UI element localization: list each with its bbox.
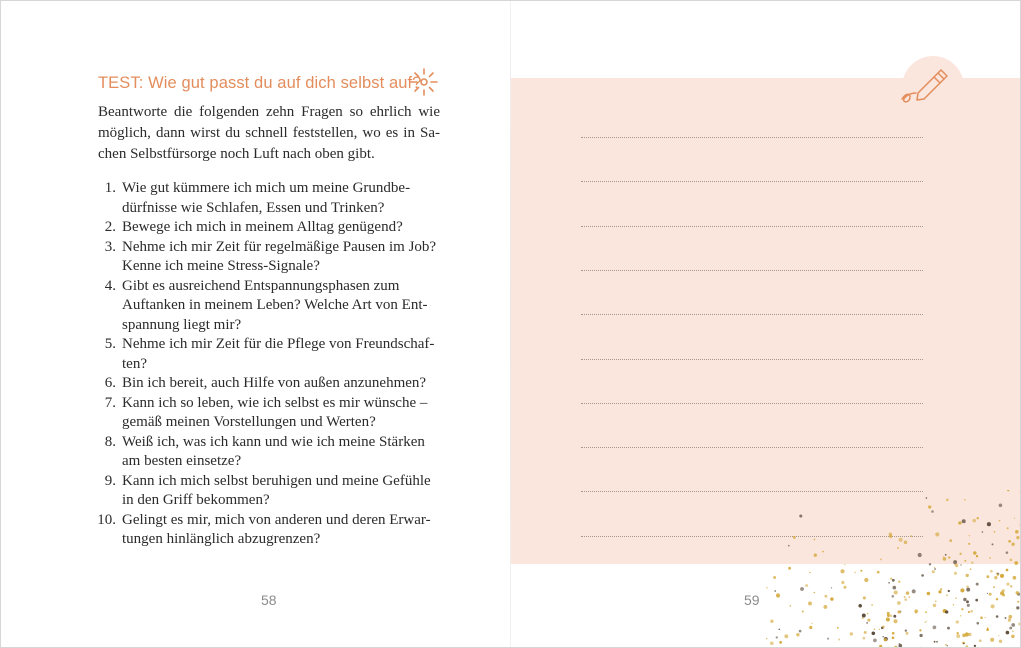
- question-text: ten?: [122, 355, 147, 372]
- glitter-dot: [971, 562, 973, 564]
- page-number-left: 58: [261, 592, 277, 608]
- glitter-dot: [843, 586, 846, 589]
- list-item: [98, 335, 443, 374]
- writing-line: [581, 403, 923, 404]
- glitter-dot: [919, 634, 922, 637]
- glitter-dot: [1013, 576, 1017, 580]
- glitter-dot: [929, 563, 931, 565]
- list-item: [98, 374, 443, 394]
- glitter-dot: [961, 608, 963, 610]
- list-item: [98, 218, 443, 238]
- glitter-dot: [934, 568, 936, 570]
- glitter-dot: [972, 519, 976, 523]
- glitter-dot: [997, 574, 999, 576]
- glitter-dot: [1012, 630, 1014, 632]
- glitter-dot: [892, 632, 895, 635]
- glitter-dot: [776, 593, 780, 597]
- glitter-dot: [809, 626, 812, 629]
- glitter-dot: [982, 531, 984, 533]
- list-item: [98, 472, 443, 511]
- question-number: 7.: [104, 394, 116, 411]
- glitter-dot: [890, 578, 892, 580]
- glitter-dot: [898, 581, 900, 583]
- glitter-dot: [827, 638, 829, 640]
- question-text: Kann ich so leben, wie ich selbst es mir wünsche –: [122, 394, 428, 411]
- glitter-dot: [882, 636, 883, 637]
- glitter-dot: [892, 579, 895, 582]
- glitter-dot: [910, 535, 912, 537]
- glitter-dot: [986, 628, 989, 631]
- glitter-dot: [886, 618, 890, 622]
- question-text: tungen hinlänglich abzugrenzen?: [122, 531, 321, 547]
- glitter-dot: [1006, 569, 1009, 572]
- glitter-dot: [871, 604, 873, 606]
- question-number: 10.: [97, 511, 116, 528]
- glitter-dot: [1006, 582, 1009, 585]
- right-page: [511, 0, 1021, 648]
- question-text: in den Griff bekommen?: [122, 492, 270, 508]
- glitter-dot: [985, 617, 986, 618]
- glitter-dot: [809, 572, 810, 573]
- glitter-dot: [1011, 623, 1015, 627]
- writing-line: [581, 447, 923, 448]
- glitter-dot: [956, 634, 960, 638]
- glitter-dot: [893, 615, 896, 618]
- glitter-dot: [779, 641, 782, 644]
- glitter-dot: [1000, 574, 1004, 578]
- glitter-dot: [863, 596, 866, 599]
- question-number: 3.: [104, 238, 116, 255]
- glitter-dot: [963, 643, 964, 644]
- glitter-dot: [800, 587, 804, 591]
- glitter-dot: [860, 570, 862, 572]
- glitter-dot: [973, 551, 977, 555]
- glitter-dot: [994, 531, 996, 533]
- glitter-dot: [867, 619, 870, 622]
- glitter-dot: [940, 588, 942, 590]
- glitter-dot: [892, 637, 895, 640]
- glitter-dot: [877, 571, 880, 574]
- glitter-dot: [915, 611, 918, 614]
- glitter-dot: [966, 574, 969, 577]
- glitter-dot: [962, 519, 966, 523]
- glitter-dot: [905, 632, 908, 635]
- glitter-dot: [864, 578, 868, 582]
- glitter-dot: [925, 622, 926, 623]
- glitter-dot: [822, 551, 824, 553]
- glitter-dot: [892, 586, 896, 590]
- glitter-dot: [905, 629, 907, 631]
- glitter-dot: [947, 627, 950, 630]
- glitter-dot: [1006, 551, 1009, 554]
- glitter-dot: [779, 628, 781, 630]
- glitter-dot: [1008, 615, 1012, 619]
- glitter-dot: [872, 632, 876, 636]
- question-text: Nehme ich mir Zeit für die Pflege von Freundschaf-: [122, 336, 435, 352]
- glitter-dot: [897, 601, 901, 605]
- glitter-dot: [796, 633, 799, 636]
- glitter-dot: [934, 567, 935, 568]
- glitter-dot: [770, 641, 774, 645]
- glitter-dot: [936, 641, 938, 643]
- glitter-dot: [994, 576, 998, 580]
- glitter-dot: [898, 644, 902, 648]
- glitter-dot: [863, 637, 866, 640]
- glitter-dot: [879, 629, 880, 630]
- question-text: Kann ich mich selbst beruhigen und meine Gefühle: [122, 472, 431, 489]
- glitter-dot: [960, 615, 962, 617]
- glitter-dot: [841, 581, 844, 584]
- glitter-dot: [1006, 631, 1010, 635]
- glitter-dot: [958, 521, 961, 524]
- list-item: [98, 433, 443, 472]
- question-text: Bin ich bereit, auch Hilfe von außen anzunehmen?: [122, 375, 427, 391]
- question-text: Bewege ich mich in meinem Alltag genügend?: [122, 219, 403, 235]
- glitter-dot: [966, 585, 969, 588]
- writing-line: [581, 270, 923, 271]
- glitter-dot: [1009, 627, 1012, 630]
- glitter-dot: [975, 599, 978, 602]
- glitter-dot: [844, 564, 845, 565]
- glitter-dot: [814, 592, 816, 594]
- glitter-dot: [766, 638, 767, 640]
- question-number: 9.: [104, 472, 116, 489]
- glitter-dot: [964, 560, 966, 562]
- glitter-dot: [1016, 606, 1019, 609]
- page-number-right: 59: [744, 592, 760, 608]
- glitter-dot: [960, 588, 964, 592]
- question-text: Kenne ich meine Stress-Signale?: [122, 258, 320, 274]
- glitter-dot: [888, 582, 889, 583]
- glitter-dot: [960, 564, 961, 565]
- glitter-dot: [824, 595, 827, 598]
- glitter-dot: [970, 610, 973, 613]
- glitter-dot: [962, 634, 966, 638]
- glitter-dot: [987, 522, 991, 526]
- glitter-dot: [823, 605, 827, 609]
- question-number: 6.: [104, 375, 116, 391]
- glitter-dot: [774, 590, 776, 592]
- glitter-dot: [814, 554, 817, 557]
- glitter-dot: [926, 621, 927, 622]
- glitter-dot: [979, 639, 982, 642]
- glitter-dot: [992, 543, 994, 545]
- page-title: TEST: Wie gut passt du auf dich selbst auf?: [98, 74, 422, 92]
- question-text: Wie gut kümmere ich mich um meine Grundbe-: [122, 180, 411, 196]
- glitter-dot: [946, 499, 949, 502]
- question-text: dürfnisse wie Schlafen, Essen und Trinken?: [122, 199, 385, 216]
- glitter-dot: [892, 595, 895, 598]
- glitter-dot: [1010, 585, 1012, 587]
- glitter-dot: [987, 593, 988, 594]
- writing-line: [581, 137, 923, 138]
- writing-line: [581, 359, 923, 360]
- list-item: [98, 238, 443, 277]
- pencil-icon: [898, 63, 958, 107]
- glitter-dot: [953, 604, 954, 605]
- glitter-dot: [918, 553, 922, 557]
- glitter-dot: [884, 638, 887, 641]
- glitter-dot: [948, 590, 950, 592]
- question-text: gemäß meinen Vorstellungen und Werten?: [122, 414, 376, 430]
- glitter-dot: [784, 634, 788, 638]
- question-text: spannung liegt mir?: [122, 316, 242, 333]
- glitter-dot: [998, 635, 999, 636]
- glitter-dot: [802, 610, 804, 612]
- glitter-dot: [766, 587, 767, 588]
- glitter-dot: [963, 598, 966, 601]
- glitter-dot: [969, 535, 970, 536]
- glitter-dot: [890, 614, 893, 617]
- question-list: [98, 179, 443, 550]
- glitter-dot: [897, 610, 900, 613]
- glitter-dot: [850, 632, 853, 635]
- intro-paragraph: [98, 102, 440, 165]
- glitter-dot: [935, 532, 939, 536]
- list-item: [98, 277, 443, 336]
- glitter-dot: [908, 596, 910, 598]
- glitter-dot: [1016, 536, 1019, 539]
- glitter-dot: [989, 557, 991, 559]
- writing-line: [581, 314, 923, 315]
- title-row: [98, 72, 458, 98]
- glitter-dot: [831, 587, 832, 588]
- glitter-dot: [976, 555, 978, 557]
- glitter-dot: [1008, 618, 1011, 621]
- glitter-dot: [966, 600, 969, 603]
- glitter-dot: [996, 598, 998, 600]
- glitter-dot: [788, 567, 791, 570]
- glitter-dot: [862, 617, 864, 619]
- glitter-dot: [790, 605, 792, 607]
- writing-line: [581, 226, 923, 227]
- question-text: am besten einsetze?: [122, 453, 242, 469]
- glitter-dot: [788, 545, 790, 547]
- glitter-dot: [953, 560, 957, 564]
- glitter-dot: [932, 570, 935, 573]
- glitter-dot: [1015, 530, 1019, 534]
- glitter-dot: [1016, 591, 1019, 594]
- glitter-dot: [999, 640, 1002, 643]
- glitter-dot: [964, 499, 966, 501]
- glitter-dot: [955, 564, 958, 567]
- glitter-dot: [889, 535, 892, 538]
- glitter-dot: [1014, 561, 1018, 565]
- glitter-dot: [993, 586, 995, 588]
- glitter-dot: [906, 591, 909, 594]
- glitter-dot: [957, 632, 959, 634]
- glitter-dot: [933, 626, 937, 630]
- glitter-dot: [945, 554, 947, 556]
- glitter-dot: [837, 627, 839, 629]
- glitter-dot: [927, 592, 931, 596]
- question-number: 5.: [104, 336, 116, 352]
- question-number: 1.: [104, 180, 116, 196]
- glitter-dot: [943, 557, 947, 561]
- glitter-dot: [887, 612, 890, 615]
- glitter-dot: [838, 638, 840, 640]
- glitter-dot: [776, 636, 778, 638]
- glitter-dot: [990, 570, 993, 573]
- glitter-dot: [945, 644, 946, 645]
- glitter-dot: [894, 590, 898, 594]
- glitter-dot: [912, 589, 916, 593]
- glitter-dot: [830, 597, 833, 600]
- glitter-dot: [899, 538, 903, 542]
- glitter-dot: [1007, 490, 1009, 491]
- glitter-dot: [938, 590, 941, 593]
- left-page: [0, 0, 510, 648]
- glitter-dot: [949, 539, 952, 542]
- glitter-dot: [947, 645, 948, 646]
- glitter-dot: [986, 575, 989, 578]
- glitter-dot: [793, 536, 796, 539]
- question-number: 2.: [104, 219, 116, 235]
- glitter-dot: [814, 539, 816, 541]
- question-text: Auftanken in meinem Leben? Welche Art von Ent-: [122, 297, 428, 313]
- glitter-dot: [931, 510, 934, 513]
- glitter-dot: [811, 623, 812, 624]
- glitter-dot: [882, 625, 885, 628]
- glitter-dot: [976, 583, 979, 586]
- glitter-dot: [808, 602, 812, 606]
- glitter-dot: [1007, 527, 1009, 529]
- glitter-dot: [862, 614, 866, 618]
- glitter-dot: [858, 604, 862, 608]
- glitter-dot: [968, 633, 971, 636]
- glitter-dot: [1005, 617, 1007, 619]
- glitter-dot: [970, 568, 972, 570]
- glitter-dot: [935, 601, 937, 603]
- glitter-dot: [770, 620, 774, 624]
- question-text: Nehme ich mir Zeit für regelmäßige Pausen im Job?: [122, 238, 437, 255]
- question-number: 8.: [104, 433, 116, 450]
- glitter-dot: [773, 576, 776, 579]
- glitter-dot: [921, 574, 924, 577]
- glitter-dot: [1010, 559, 1013, 562]
- sun-doodle-icon: [408, 66, 440, 98]
- question-text: Gelingt es mir, mich von anderen und deren Erwar-: [122, 511, 431, 528]
- glitter-dot: [968, 611, 970, 613]
- writing-line: [581, 181, 923, 182]
- glitter-dot: [976, 622, 979, 625]
- glitter-dot: [799, 630, 802, 633]
- glitter-dot: [840, 569, 844, 573]
- glitter-dot: [1014, 517, 1015, 518]
- glitter-dot: [968, 543, 970, 545]
- glitter-dot: [946, 594, 948, 596]
- glitter-dot: [854, 572, 856, 574]
- glitter-dot: [1011, 635, 1014, 638]
- glitter-dot: [990, 638, 994, 642]
- glitter-dot: [1000, 591, 1004, 595]
- glitter-dot: [894, 619, 898, 623]
- glitter-dot: [866, 622, 868, 624]
- glitter-dot: [897, 547, 899, 549]
- glitter-dot: [919, 629, 921, 631]
- glitter-dot: [925, 611, 927, 613]
- glitter-dot: [966, 588, 970, 592]
- glitter-dot: [799, 514, 802, 517]
- glitter-dot: [928, 505, 931, 508]
- list-item: [98, 394, 443, 433]
- glitter-dot: [999, 504, 1003, 508]
- glitter-dot: [1011, 543, 1014, 546]
- question-text: Weiß ich, was ich kann und wie ich meine Stärken: [122, 433, 425, 450]
- glitter-dot: [974, 645, 976, 647]
- list-item: [98, 179, 443, 218]
- glitter-dot: [945, 610, 948, 613]
- glitter-dot: [954, 572, 957, 575]
- glitter-dot: [934, 641, 936, 643]
- question-text: Gibt es ausreichend Entspannungsphasen zum: [122, 277, 400, 294]
- glitter-dot: [989, 593, 992, 596]
- intro-line: chen Selbstfürsorge noch Luft nach oben gibt.: [98, 146, 375, 162]
- list-item: [98, 511, 443, 550]
- glitter-dot: [926, 497, 928, 499]
- glitter-dot: [904, 598, 907, 601]
- glitter-dot: [1017, 601, 1019, 603]
- glitter-dot: [955, 597, 957, 599]
- gold-glitter-decoration: [766, 490, 1021, 648]
- glitter-dot: [867, 613, 869, 615]
- glitter-dot: [805, 584, 808, 587]
- glitter-dot: [996, 615, 999, 618]
- question-number: 4.: [104, 277, 116, 294]
- intro-line: möglich, dann wirst du schnell feststellen, wo es in Sa-: [98, 125, 440, 141]
- glitter-dot: [956, 620, 959, 623]
- glitter-dot: [874, 628, 876, 630]
- intro-line: Beantworte die folgenden zehn Fragen so ehrlich wie: [98, 104, 440, 120]
- glitter-dot: [864, 631, 867, 634]
- glitter-dot: [980, 616, 983, 619]
- glitter-dot: [976, 517, 978, 519]
- glitter-dot: [904, 540, 908, 544]
- glitter-dot: [948, 556, 950, 558]
- glitter-dot: [991, 604, 995, 608]
- glitter-dot: [959, 553, 961, 555]
- glitter-dot: [880, 558, 882, 560]
- glitter-dot: [1008, 540, 1011, 543]
- glitter-dot: [873, 639, 877, 643]
- glitter-dot: [967, 604, 970, 607]
- glitter-dot: [904, 596, 906, 598]
- glitter-dot: [933, 604, 937, 608]
- glitter-dot: [999, 520, 1001, 522]
